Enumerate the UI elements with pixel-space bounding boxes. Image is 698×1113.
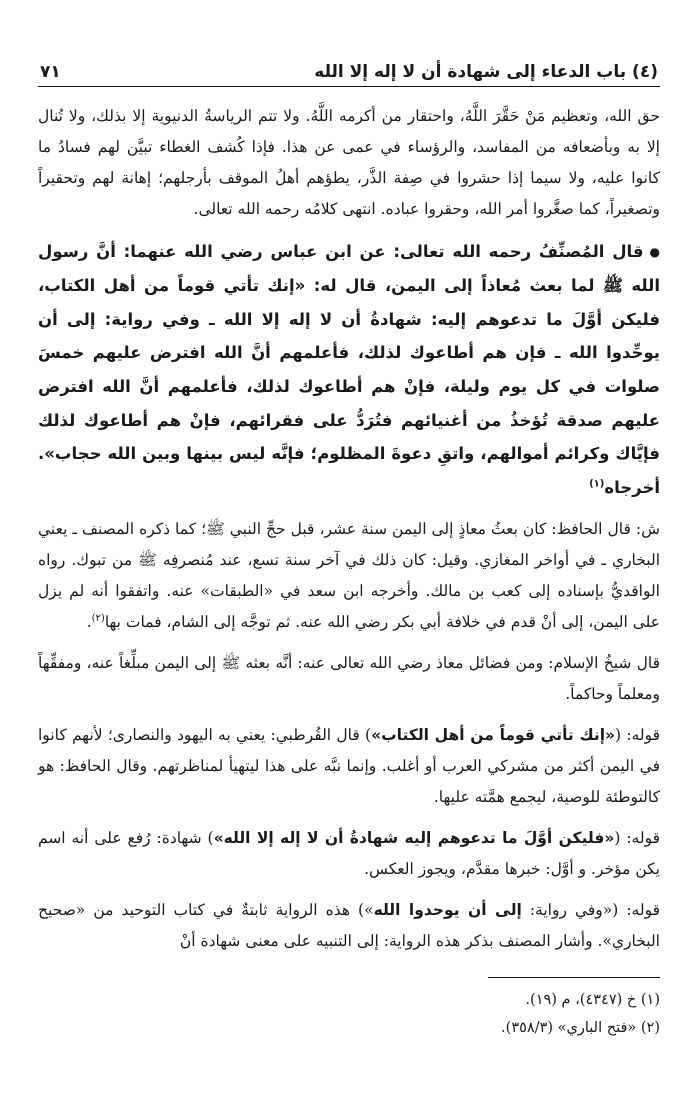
page (38, 62, 660, 967)
paragraph-6 (38, 823, 660, 885)
chapter-title: (٤) باب الدعاء إلى شهادة أن لا إله إلا الله (314, 62, 658, 82)
footnote-1: (١) خ (٤٣٤٧)، م (١٩). (525, 992, 660, 1008)
p5-lead: قوله: ( (615, 726, 661, 745)
footnote-2: (٢) «فتح الباري» (٣٥٨/٣). (501, 1020, 660, 1036)
running-header (38, 62, 660, 87)
paragraph-1: حق الله، وتعظيم مَنْ حَقَّرَ اللَّهُ، واحتقار من أكرمه اللَّهُ. ولا تتم الرياسةُ الدنيوية إلا بذلك، ولا تُنال إلا به وبأضعافه من المفاسد، والرؤساء في عمى عن هذا. فإذا كُشف الغطاء تبيَّن لهم فسادُ ما كانوا عليه، ولا سيما إذا حشروا في صِفة الذَّر، يطؤهم أهلُ الموقف بأرجلهم؛ إهانة لهم وتحقيراً وتصغيراً، كما صغَّروا أمر الله، وحقروا عباده. انتهى كلامُه رحمه الله تعالى. (38, 107, 660, 218)
bullet-icon: ● (649, 244, 660, 259)
commentary-text: ش: قال الحافظ: كان بعثُ معاذٍ إلى اليمن سنة عشر، قبل حجِّ النبي ﷺ؛ كما ذكره المصنف ـ يعني البخاري ـ في أواخر المغازي. وقيل: كان ذلك في آخر سنة تسع، عند مُنصرفِه ﷺ من تبوك. رواه الواقديُّ بإسناده إلى كعب بن مالك. وأخرجه ابن سعد في «الطبقات» عنه. واتفقوا أنه لم يزل على اليمن، إلى أنْ قدم في خلافة أبي بكر رضي الله عنه. ثم توجَّه إلى الشام، فمات بها (38, 520, 660, 632)
paragraph-7 (38, 895, 660, 957)
hadith-paragraph (38, 235, 660, 504)
p7-mid2: » (364, 901, 374, 920)
footnote-ref-1: (١) (589, 478, 605, 490)
commentary-paragraph: ش: قال الحافظ: كان بعثُ معاذٍ إلى اليمن سنة عشر، قبل حجِّ النبي ﷺ؛ كما ذكره المصنف ـ يعني البخاري ـ في أواخر المغازي. وقيل: كان ذلك في آخر سنة تسع، عند مُنصرفِه ﷺ من تبوك. رواه الواقديُّ بإسناده إلى كعب بن مالك. وأخرجه ابن سعد في «الطبقات» عنه. واتفقوا أنه لم يزل على اليمن، إلى أنْ قدم في خلافة أبي بكر رضي الله عنه. ثم توجَّه إلى الشام، فمات بها$^{(٢)}$. (38, 520, 660, 632)
footnote-divider (488, 977, 660, 978)
footnote-ref-2: (٢) (91, 613, 105, 625)
p6-lead: قوله: ( (614, 829, 661, 848)
footnotes (38, 986, 660, 1042)
hadith-text: قال المُصنِّفُ رحمه الله تعالى: عن ابن عباس رضي الله عنهما: أنَّ رسول الله ﷺ لما بعث مُعاذاً إلى اليمن، قال له: «إنك تأتي قوماً من أهل الكتاب، فليكن أوَّلَ ما تدعوهم إليه: شهادةُ أن لا إله إلا الله ـ وفي رواية: إلى أن يوحِّدوا الله ـ فإن هم أطاعوك لذلك، فأعلمهم أنَّ الله افترض عليهم خمسَ صلوات في كل يوم وليلة، فإنْ هم أطاعوك لذلك، فأعلمهم أنَّ الله افترض عليهم صدقة تُؤخذُ من أغنيائهم فتُرَدُّ على فقرائهم، فإنْ هم أطاعوك لذلك فإيَّاك وكرائم أموالهم، واتقِ دعوةَ المظلوم؛ فإنَّه ليس بينها وبين الله حجاب». أخرجاه (38, 242, 660, 497)
page-number: ٧١ (40, 62, 61, 82)
p7-quote: إلى أن يوحدوا الله (373, 901, 522, 920)
paragraph-4: قال شيخُ الإسلام: ومن فضائل معاذ رضي الله تعالى عنه: أنَّه بعثه ﷺ إلى اليمن مبلِّغاً عنه، ومفقِّهاً ومعلماً وحاكماً. (38, 654, 660, 704)
main-text (38, 101, 660, 957)
p5-quote: «إنك تأتي قوماً من أهل الكتاب» (371, 726, 616, 745)
paragraph-5 (38, 720, 660, 813)
p6-rest: ) شهادة: رُفع على أنه اسم يكن مؤخر. و أوَّل: خبرها مقدَّم، ويجوز العكس. (38, 829, 660, 879)
p7-mid1: «وفي رواية: (521, 901, 613, 920)
p5-rest: ) قال القُرطبي: يعني به اليهود والنصارى؛ لأنهم كانوا في اليمن أكثر من مشركي العرب أو أغلب. وإنما نبَّه على هذا ليتهيأ لمناظرتهم. وقال الحافظ: هو كالتوطئة للوصية، ليجمع همَّته عليها. (38, 726, 660, 807)
p7-rest: ) هذه الرواية ثابتةٌ في كتاب التوحيد من «صحيح البخاري». وأشار المصنف بذكر هذه الرواية: إلى التنبيه على معنى شهادة أنْ (38, 901, 660, 951)
p7-lead: قوله: ( (612, 901, 660, 920)
p6-quote: «فليكن أوَّلَ ما تدعوهم إليه شهادةُ أن لا إله إلا الله» (213, 829, 615, 848)
